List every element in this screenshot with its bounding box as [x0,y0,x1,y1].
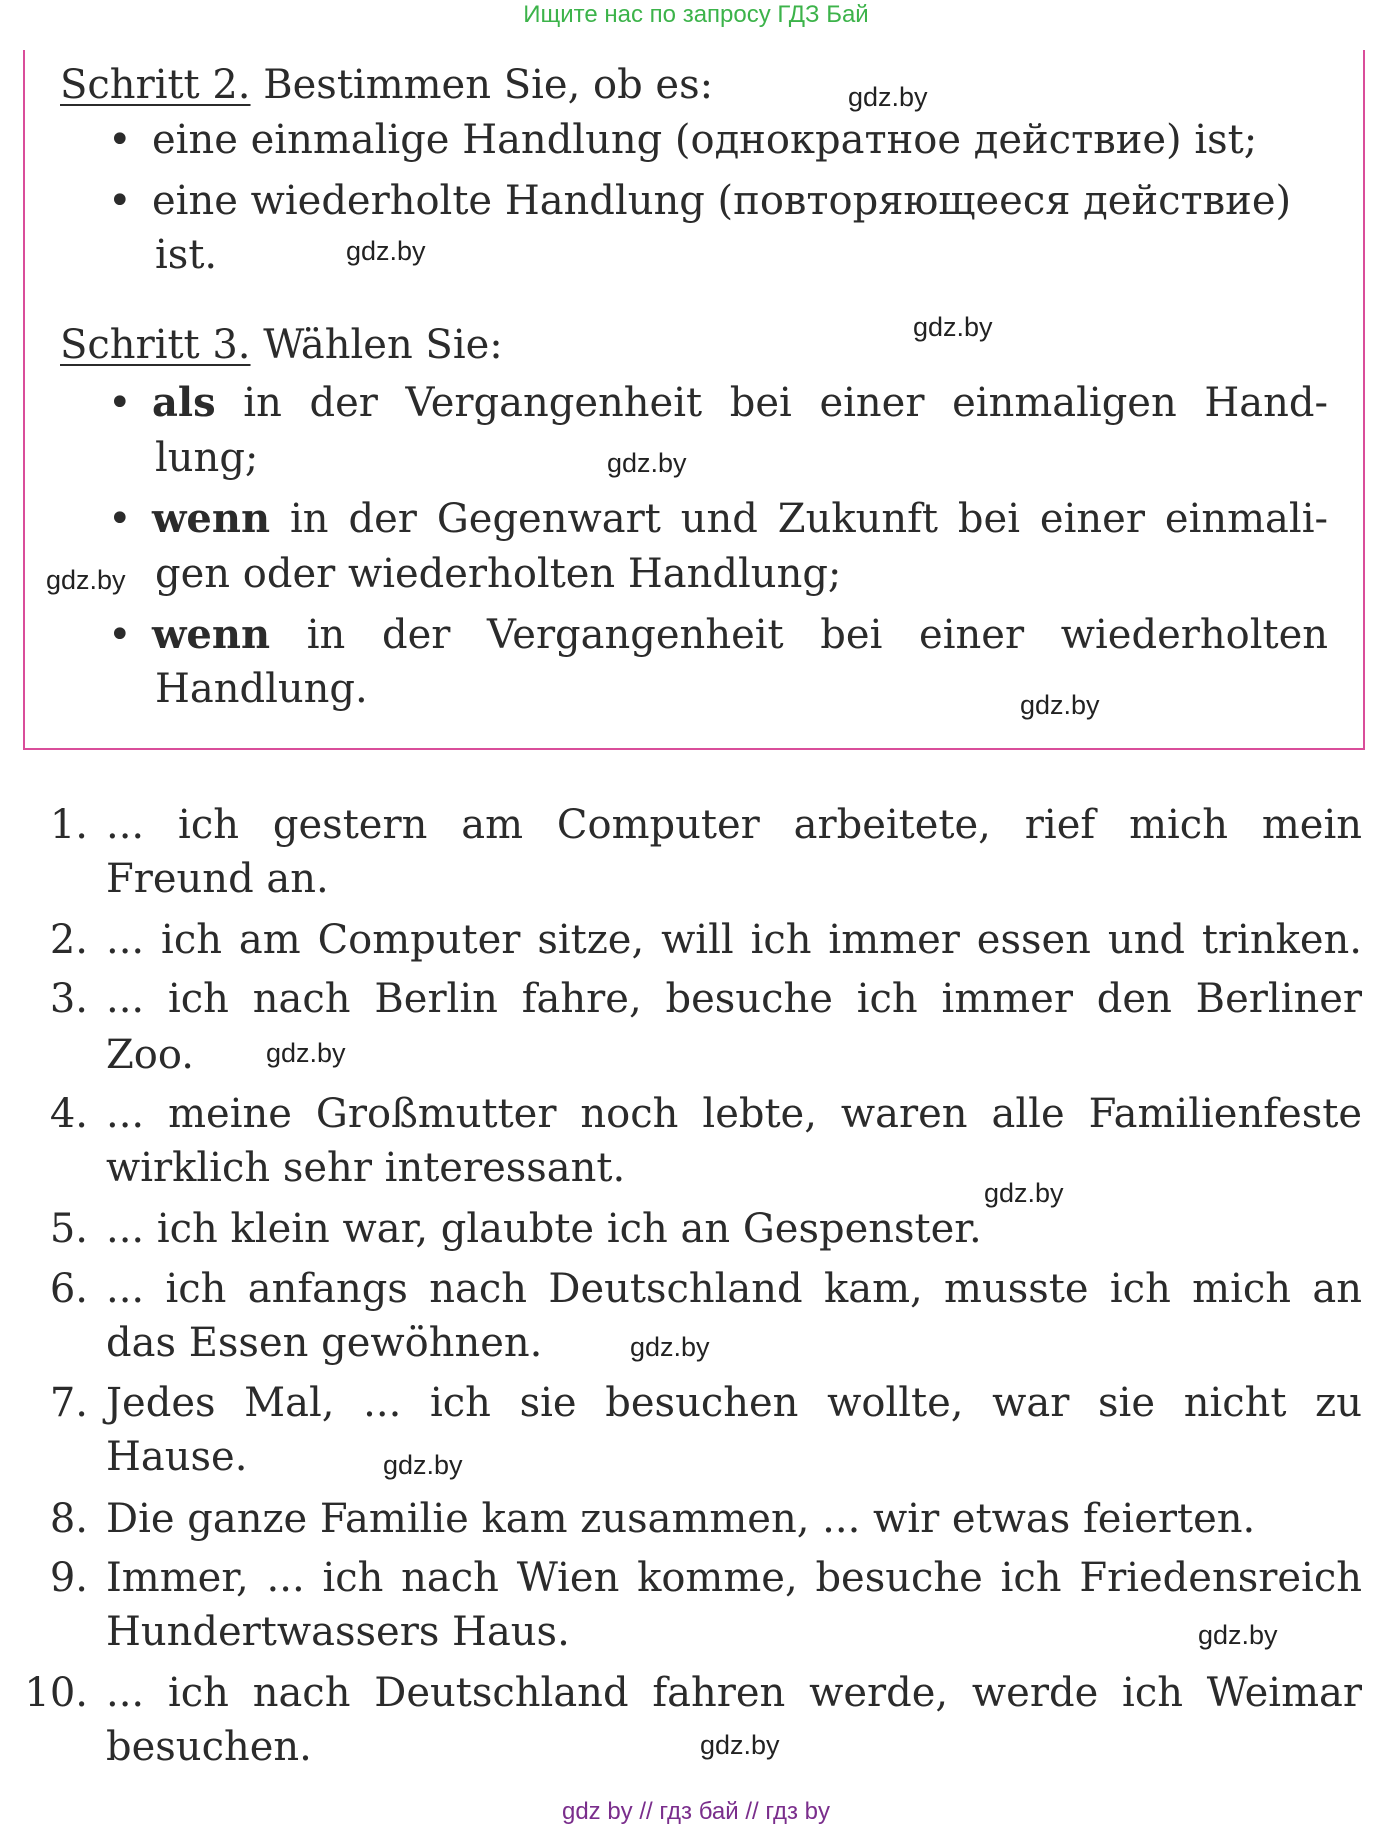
exercise-3-line1: ... ich nach Berlin fahre, besuche ich immer den Berliner [106,976,1362,1022]
exercise-1-line1: ... ich gestern am Computer arbeitete, rief mich mein [106,802,1362,848]
watermark: gdz.by [607,448,687,478]
exercise-number: 1. [49,802,88,848]
exercise-number: 5. [49,1206,88,1252]
watermark: gdz.by [984,1178,1064,1208]
step3-heading [60,318,503,372]
footer-links[interactable]: gdz by // гдз бай // гдз by [561,1798,831,1825]
step3-bullet2-keyword: wenn [152,495,271,542]
watermark: gdz.by [383,1450,463,1480]
exercise-10-line2: besuchen. [106,1724,312,1770]
step3-bullet2-line2: gen oder wiederholten Handlung; [155,551,842,597]
exercise-2-line1: ... ich am Computer sitze, will ich immer essen und trinken. [106,917,1362,963]
exercise-number: 3. [49,976,88,1022]
step2-heading [60,58,713,112]
bullet-dot: • [108,117,132,163]
bullet-dot: • [108,496,132,542]
step3-text: Wählen Sie: [250,322,503,368]
exercise-3-line2: Zoo. [106,1032,194,1078]
step2-text: Bestimmen Sie, ob es: [250,62,714,108]
watermark: gdz.by [1020,690,1100,720]
watermark: gdz.by [1198,1620,1278,1650]
exercise-number: 9. [49,1555,88,1601]
step2-bullet2-line1: eine wiederholte Handlung (повторяющееся действие) [152,178,1292,224]
exercise-number: 7. [49,1380,88,1426]
exercise-8-line1: Die ganze Familie kam zusammen, ... wir etwas feierten. [106,1496,1256,1542]
bullet-dot: • [108,178,132,224]
step2-bullet2-line2: ist. [155,232,218,278]
watermark: gdz.by [700,1730,780,1760]
exercise-1-line2: Freund an. [106,856,329,902]
header-search-hint-link[interactable]: Ищите нас по запросу ГДЗ Бай [523,1,869,28]
step2-title: Schritt 2. [60,62,251,108]
exercise-number: 6. [49,1266,88,1312]
exercise-9-line2: Hundertwassers Haus. [106,1609,570,1655]
step2-bullet1-line1: eine einmalige Handlung (однократное действие) ist; [152,117,1258,163]
bullet-dot: • [108,380,132,426]
exercise-10-line1: ... ich nach Deutschland fahren werde, werde ich Weimar [106,1670,1362,1716]
exercise-4-line2: wirklich sehr interessant. [106,1145,626,1191]
step3-bullet2-text: in der Gegenwart und Zukunft bei einer einmali- [270,496,1328,542]
step3-bullet2-line1 [152,492,1328,546]
exercise-6-line2: das Essen gewöhnen. [106,1320,543,1366]
step3-bullet3-keyword: wenn [152,611,271,658]
watermark: gdz.by [46,565,126,595]
step3-bullet1-text: in der Vergangenheit bei einer einmaligen Hand- [215,380,1328,426]
exercise-number: 4. [49,1091,88,1137]
exercise-number: 2. [49,917,88,963]
watermark: gdz.by [266,1038,346,1068]
exercise-6-line1: ... ich anfangs nach Deutschland kam, musste ich mich an [106,1266,1362,1312]
watermark: gdz.by [630,1332,710,1362]
watermark: gdz.by [913,312,993,342]
step3-bullet1-line2: lung; [155,435,259,481]
exercise-9-line1: Immer, ... ich nach Wien komme, besuche ich Friedensreich [106,1555,1362,1601]
exercise-5-line1: ... ich klein war, glaubte ich an Gespenster. [106,1206,982,1252]
step3-title: Schritt 3. [60,322,251,368]
step3-bullet1-keyword: als [152,379,216,426]
exercise-number: 8. [49,1496,88,1542]
step3-bullet3-line1 [152,608,1328,662]
exercise-4-line1: ... meine Großmutter noch lebte, waren alle Familienfeste [106,1091,1362,1137]
step3-bullet3-line2: Handlung. [155,666,368,712]
bullet-dot: • [108,612,132,658]
step3-bullet3-text: in der Vergangenheit bei einer wiederholten [270,612,1328,658]
exercise-7-line2: Hause. [106,1434,248,1480]
step3-bullet1-line1 [152,376,1328,430]
watermark: gdz.by [346,236,426,266]
exercise-7-line1: Jedes Mal, ... ich sie besuchen wollte, war sie nicht zu [106,1380,1362,1426]
exercise-number: 10. [24,1670,88,1716]
watermark: gdz.by [848,82,928,112]
